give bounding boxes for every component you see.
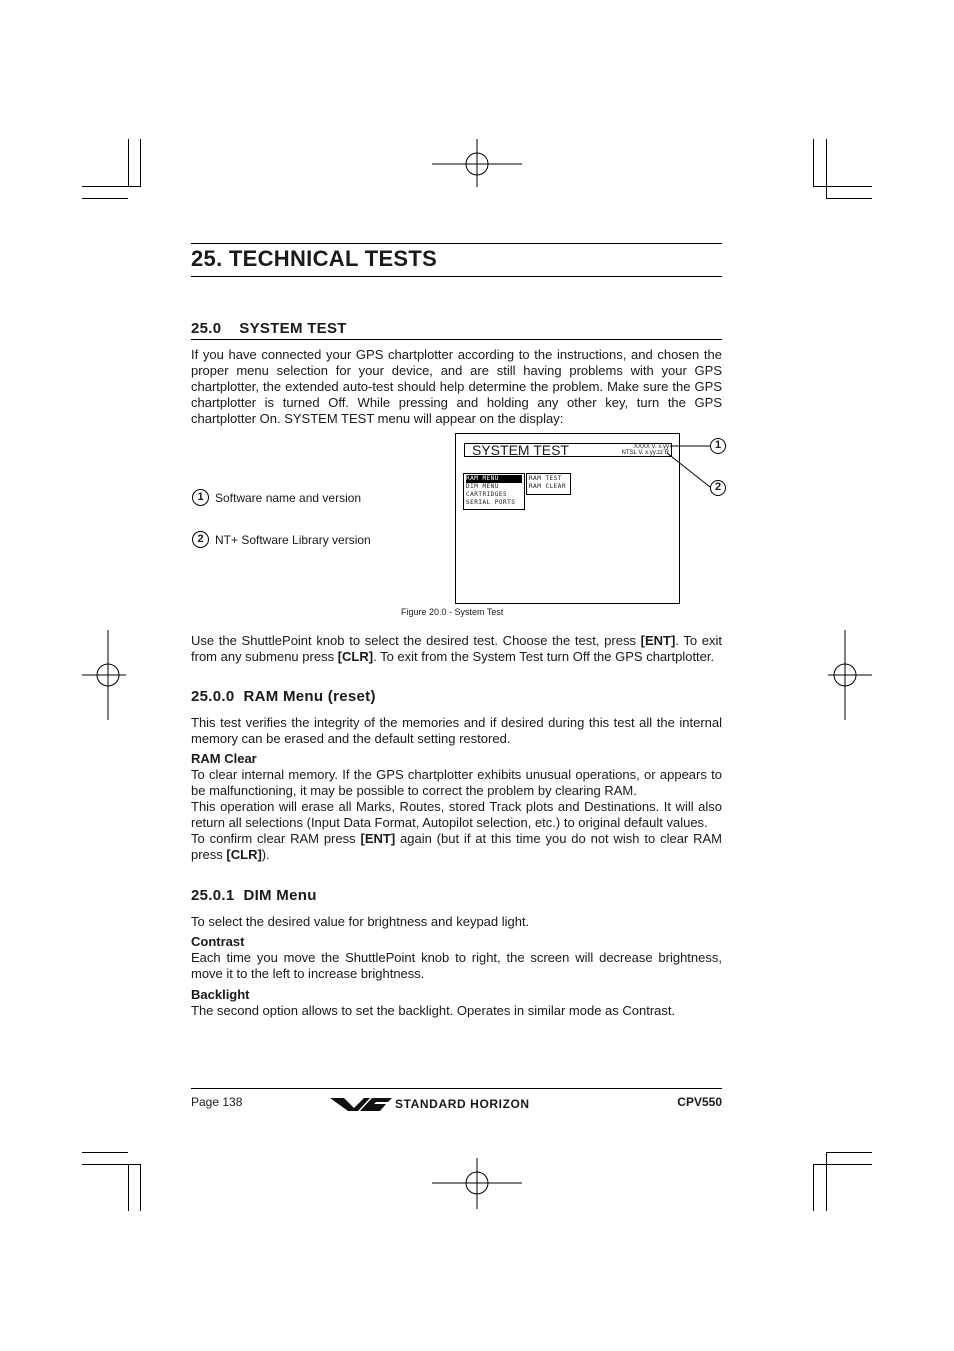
- contrast-text: Each time you move the ShuttlePoint knob to right, the screen will decrease brightness, move it to the left to increase brightness.: [191, 950, 722, 981]
- brand-logo-icon: [330, 1096, 392, 1114]
- brand-name: STANDARD HORIZON: [395, 1097, 530, 1111]
- legend-2-label: NT+ Software Library version: [215, 533, 371, 547]
- page-number: Page 138: [191, 1095, 243, 1109]
- ram-clear-label: RAM Clear: [191, 751, 257, 766]
- chapter-title: 25. TECHNICAL TESTS: [191, 246, 438, 271]
- contrast-label: Contrast: [191, 934, 245, 949]
- usage-paragraph: Use the ShuttlePoint knob to select the desired test. Choose the test, press [ENT]. To exit from any submenu press [CLR]. To exit from the System Test turn Off the GPS chartplotter.: [191, 633, 723, 664]
- callout-1-marker: 1: [710, 438, 726, 454]
- menu-item-ram[interactable]: RAM MENU: [466, 475, 522, 483]
- legend-1-label: Software name and version: [215, 491, 362, 505]
- key-clr: [CLR]: [337, 649, 374, 664]
- figure-caption: Figure 20.0 - System Test: [401, 607, 504, 617]
- library-version: NTSL V. x.yy.zz R: [621, 450, 669, 456]
- dim-menu-text: To select the desired value for brightness and keypad light.: [191, 914, 530, 929]
- footer-rule: [191, 1088, 722, 1089]
- model-name: CPV550: [677, 1095, 722, 1109]
- ram-clear-text: To clear internal memory. If the GPS chartplotter exhibits unusual operations, or appears to be malfunctioning, it may be possible to correct the problem by clearing RAM. This operation will erase all Marks, Routes, stored Track plots and Destinations. It will also return all selections (Input Data Format, Autopilot selection, etc.) to original default values. To confirm clear RAM press [ENT] again (but if at this time you do not wish to clear RAM press [CLR]).: [191, 767, 723, 862]
- menu-item-cartridges[interactable]: CARTRIDGES: [466, 491, 508, 498]
- menu-item-serial-ports[interactable]: SERIAL PORTS: [466, 499, 516, 506]
- legend-2-number: 2: [192, 531, 209, 548]
- ram-menu-heading: 25.0.0 RAM Menu (reset): [191, 688, 376, 705]
- section-intro: If you have connected your GPS chartplotter according to the instructions, and chosen the proper menu selection for your device, and are still having problems with your GPS chartplotter, the extended auto-test should help determine the problem. Make sure the GPS chartplotter is turned Off. While pressing and holding any other key, turn the GPS chartplotter On. SYSTEM TEST menu will appear on the display:: [191, 347, 722, 426]
- backlight-text: The second option allows to set the backlight. Operates in similar mode as Contrast.: [191, 1003, 676, 1018]
- legend-1-number: 1: [192, 489, 209, 506]
- screen-title: SYSTEM TEST: [472, 442, 569, 458]
- software-version: XXXX V. x.yy: [633, 444, 669, 450]
- section-heading: 25.0 SYSTEM TEST: [191, 320, 347, 337]
- ram-menu-text: This test verifies the integrity of the memories and if desired during this test all the internal memory can be erased and the default setting restored.: [191, 715, 722, 746]
- backlight-label: Backlight: [191, 987, 250, 1002]
- submenu-item-ram-test[interactable]: RAM TEST: [529, 475, 562, 482]
- submenu-item-ram-clear[interactable]: RAM CLEAR: [529, 483, 567, 490]
- key-ent: [ENT]: [640, 633, 676, 648]
- callout-2-marker: 2: [710, 480, 726, 496]
- dim-menu-heading: 25.0.1 DIM Menu: [191, 887, 317, 904]
- menu-item-dim[interactable]: DIM MENU: [466, 483, 499, 490]
